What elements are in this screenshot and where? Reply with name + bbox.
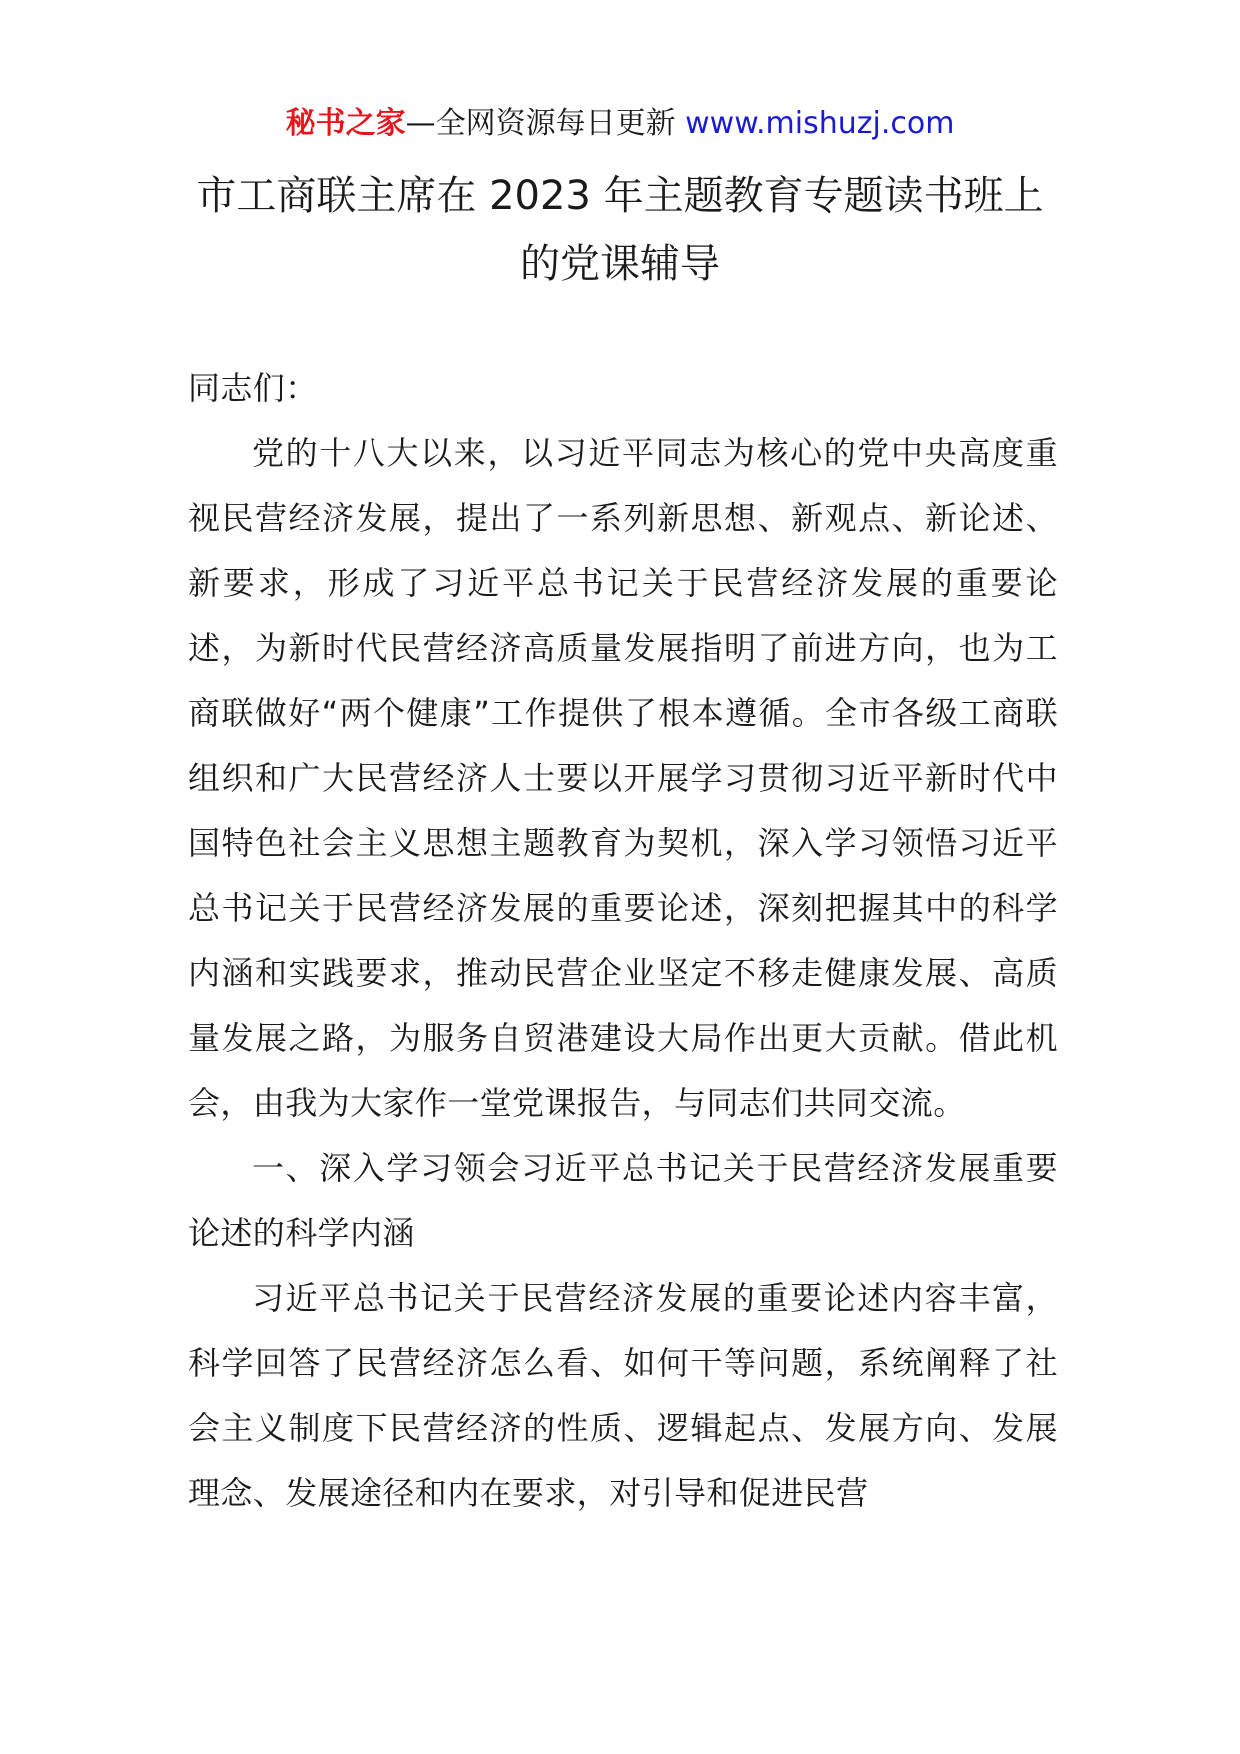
title-line-2: 的党课辅导 xyxy=(520,241,720,287)
document-title xyxy=(150,162,1090,298)
header-slogan: —全网资源每日更新 xyxy=(405,106,686,141)
paragraph-section-1: 习近平总书记关于民营经济发展的重要论述内容丰富，科学回答了民营经济怎么看、如何干等问题，系统阐释了社会主义制度下民营经济的性质、逻辑起点、发展方向、发展理念、发展途径和内在要求，对引导和促进民营 xyxy=(188,1279,1058,1512)
site-url-link[interactable]: www.mishuzj.com xyxy=(685,106,955,141)
site-header xyxy=(0,102,1240,146)
section-heading-1: 一、深入学习领会习近平总书记关于民营经济发展重要论述的科学内涵 xyxy=(188,1149,1058,1252)
brand-name: 秘书之家 xyxy=(285,106,406,141)
document-body xyxy=(188,356,1058,1526)
paragraph-intro: 党的十八大以来，以习近平同志为核心的党中央高度重视民营经济发展，提出了一系列新思想、新观点、新论述、新要求，形成了习近平总书记关于民营经济发展的重要论述，为新时代民营经济高质量发展指明了前进方向，也为工商联做好“两个健康”工作提供了根本遵循。全市各级工商联组织和广大民营经济人士要以开展学习贯彻习近平新时代中国特色社会主义思想主题教育为契机，深入学习领悟习近平总书记关于民营经济发展的重要论述，深刻把握其中的科学内涵和实践要求，推动民营企业坚定不移走健康发展、高质量发展之路，为服务自贸港建设大局作出更大贡献。借此机会，由我为大家作一堂党课报告，与同志们共同交流。 xyxy=(188,434,1058,1122)
title-line-1: 市工商联主席在 2023 年主题教育专题读书班上 xyxy=(196,173,1044,219)
salutation: 同志们： xyxy=(188,369,318,407)
